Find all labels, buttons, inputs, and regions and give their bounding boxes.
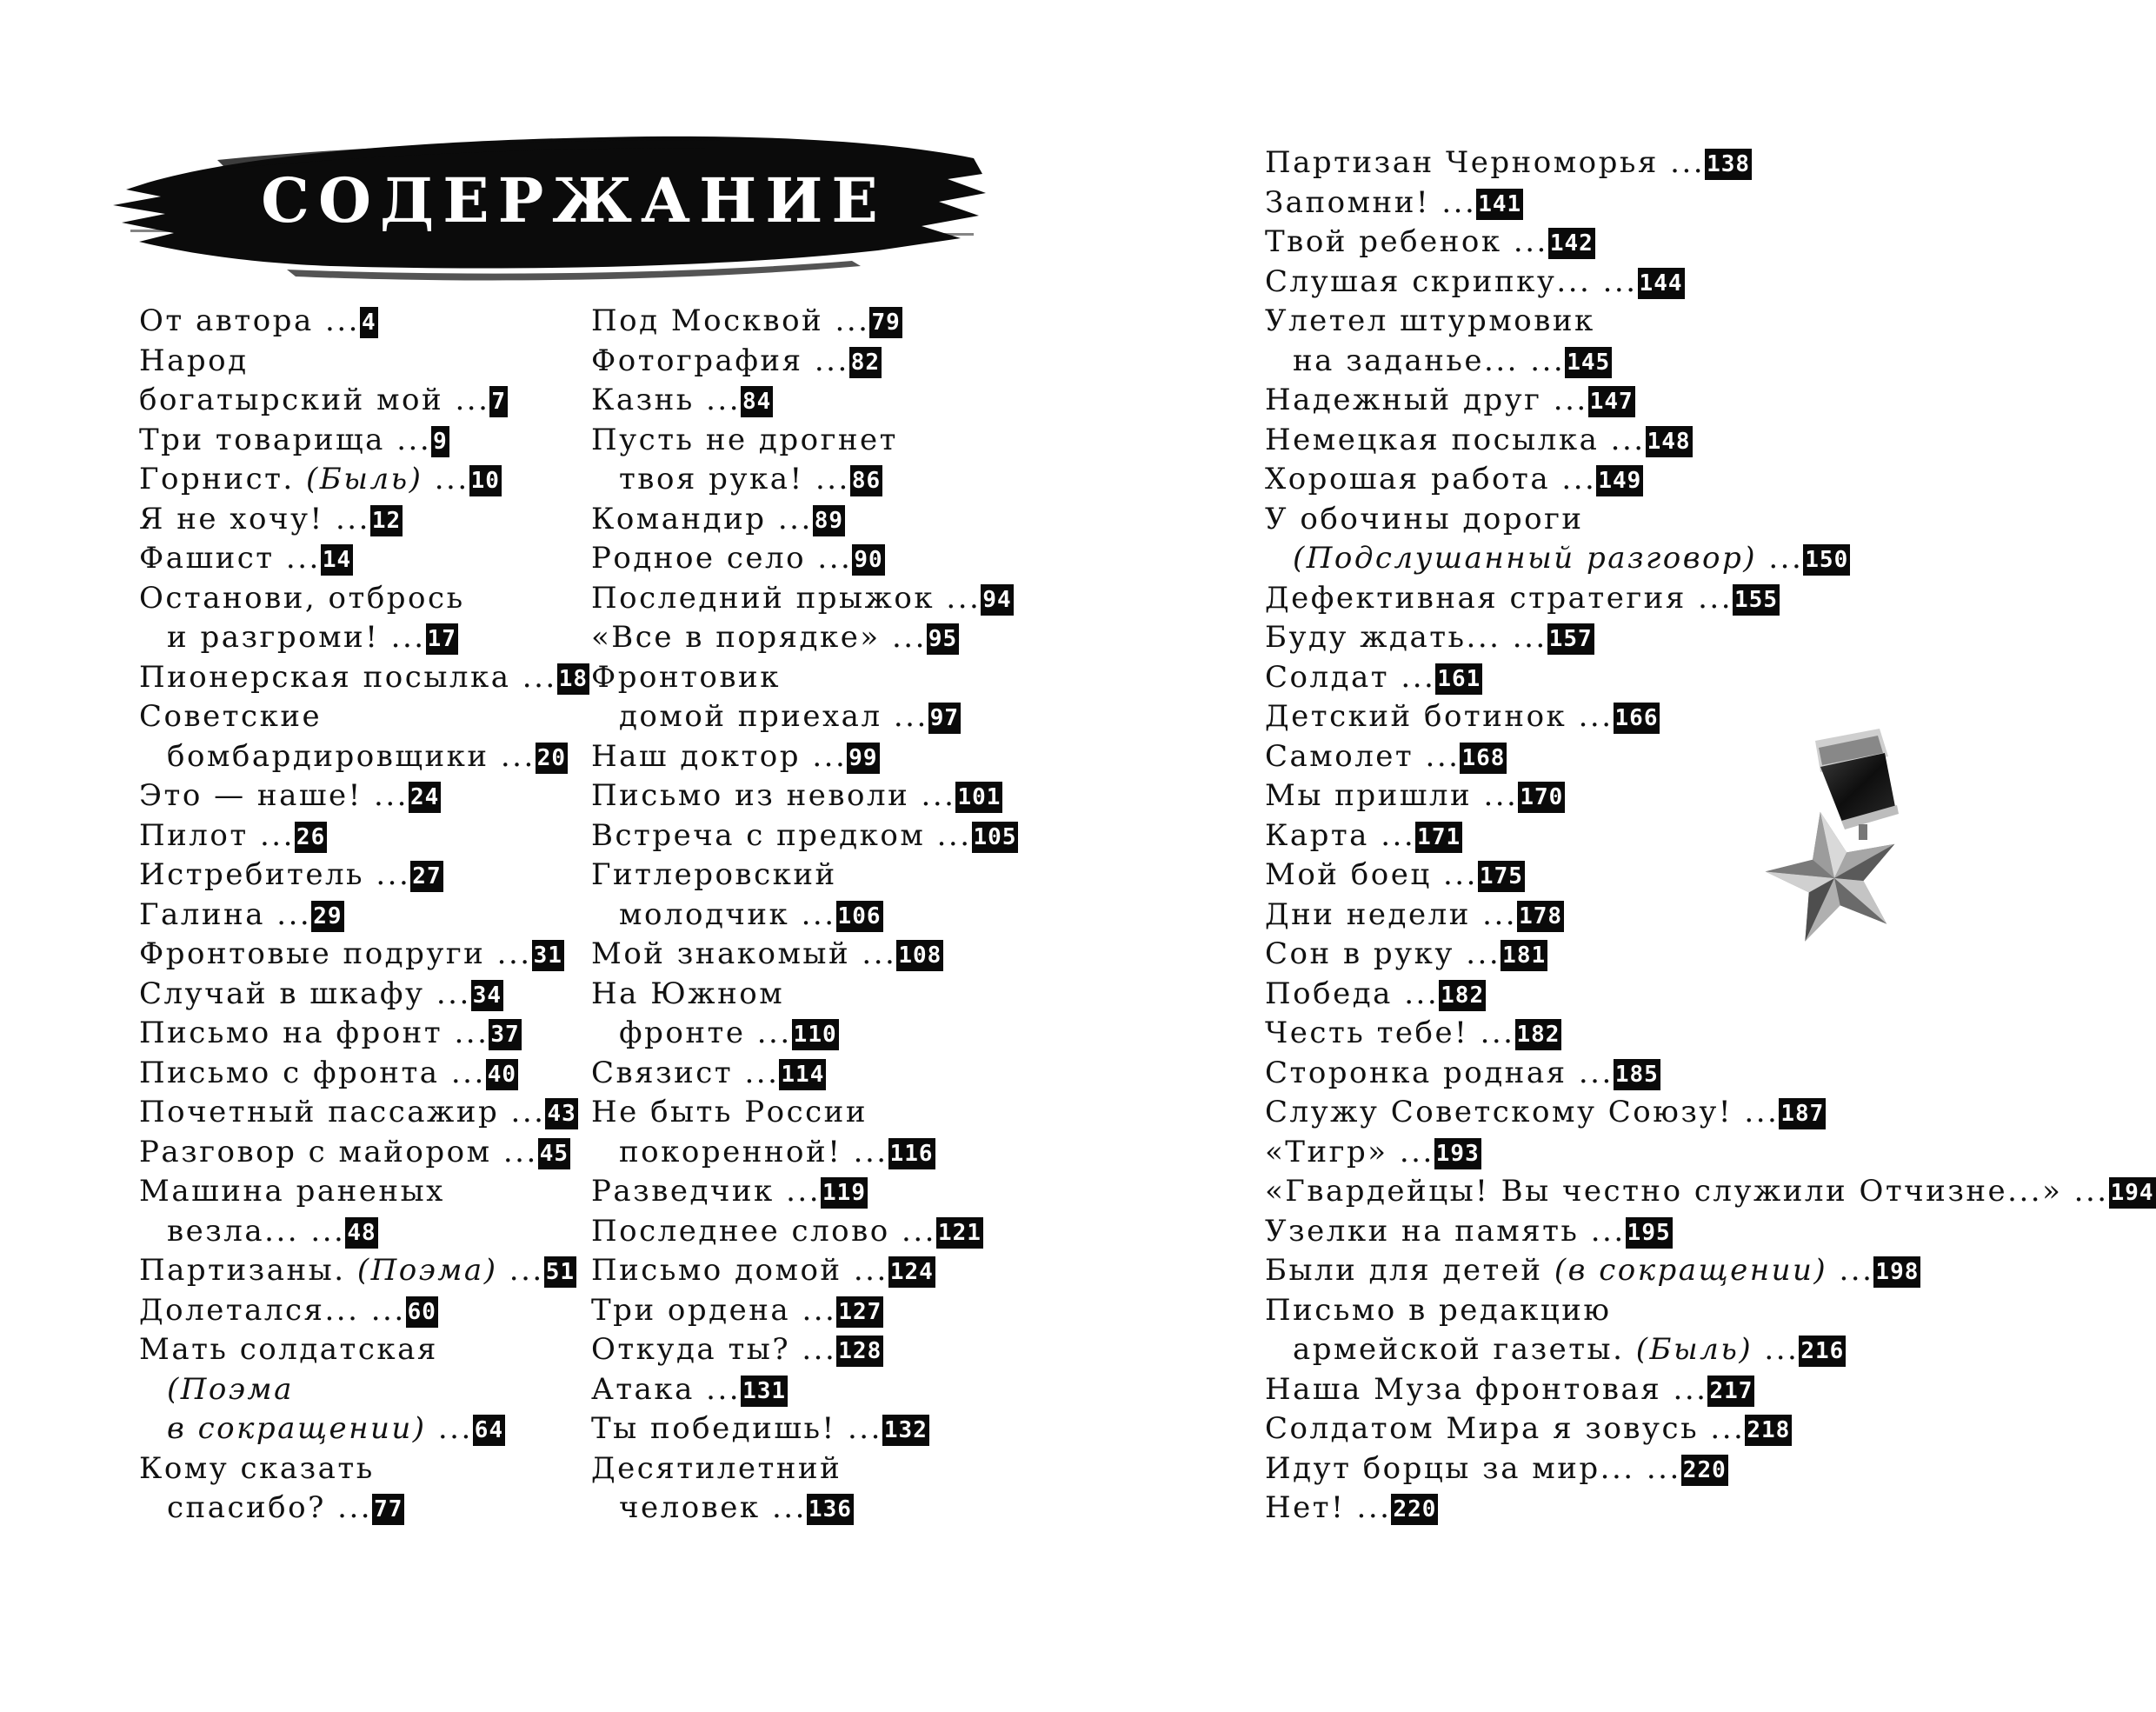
toc-entry-title: Нет! ... <box>1265 1490 1392 1525</box>
toc-entry-title: спасибо? ... <box>167 1490 373 1525</box>
page-number-badge: 110 <box>792 1019 839 1050</box>
page-number-badge: 10 <box>469 465 502 496</box>
toc-column-3 <box>1265 143 2156 1529</box>
toc-entry-title: Дни недели ... <box>1265 896 1518 932</box>
toc-entry-title: Разговор с майором ... <box>139 1134 538 1169</box>
toc-entry-title: Письмо из неволи ... <box>591 778 956 813</box>
toc-entry-title: Детский ботинок ... <box>1265 699 1614 734</box>
page-number-badge: 64 <box>473 1415 505 1446</box>
toc-entry <box>1265 1212 2156 1252</box>
page-number-badge: 7 <box>489 386 508 417</box>
toc-entry-title: Сторонка родная ... <box>1265 1055 1614 1090</box>
toc-entry <box>1265 1489 2156 1529</box>
page-number-badge: 97 <box>928 703 961 734</box>
page-number-badge: 77 <box>372 1494 404 1525</box>
toc-entry-title: Командир ... <box>591 501 813 536</box>
toc-entry-title: Идут борцы за мир... ... <box>1265 1450 1681 1486</box>
page-number-badge: 149 <box>1596 465 1643 496</box>
toc-entry-note: (в сокращении) <box>1554 1253 1828 1288</box>
toc-entry <box>591 1370 1018 1410</box>
toc-entry-title: Слушая скрипку... ... <box>1265 263 1638 299</box>
toc-entry-title: Родное село ... <box>591 541 853 576</box>
toc-entry <box>591 1093 1018 1133</box>
toc-entry <box>1265 816 2156 856</box>
toc-entry <box>591 1489 1018 1529</box>
toc-entry-title: Мой знакомый ... <box>591 936 897 971</box>
toc-entry <box>1265 183 2156 223</box>
toc-entry-title: молодчик ... <box>619 896 836 932</box>
page-number-badge: 43 <box>545 1098 577 1129</box>
page-number-badge: 182 <box>1515 1019 1562 1050</box>
toc-entry-title: На Южном <box>591 976 785 1011</box>
toc-entry-dots: ... <box>1827 1253 1874 1288</box>
toc-entry-title: У обочины дороги <box>1265 501 1584 536</box>
page-number-badge: 178 <box>1517 901 1564 932</box>
toc-entry-title: домой приехал ... <box>619 699 928 734</box>
toc-entry-title: Письмо домой ... <box>591 1253 888 1288</box>
toc-entry <box>591 1330 1018 1370</box>
hero-star-medal-icon <box>1730 722 1939 956</box>
toc-entry-title: Твой ребенок ... <box>1265 224 1548 259</box>
page-number-badge: 218 <box>1745 1415 1792 1446</box>
page-number-badge: 9 <box>431 426 449 457</box>
toc-entry-dots: ... <box>1757 541 1804 576</box>
page-number-badge: 155 <box>1733 584 1780 616</box>
toc-entry-title: Фронтовые подруги ... <box>139 936 532 971</box>
toc-entry-title: Под Москвой ... <box>591 303 870 338</box>
toc-entry <box>1265 1014 2156 1054</box>
toc-entry-title: Запомни! ... <box>1265 184 1477 220</box>
page-number-badge: 40 <box>486 1059 518 1090</box>
toc-entry <box>591 1172 1018 1212</box>
toc-entry-title: Галина ... <box>139 896 312 932</box>
toc-entry <box>1265 1291 2156 1331</box>
toc-entry-title: От автора ... <box>139 303 360 338</box>
toc-entry <box>1265 776 2156 816</box>
toc-entry <box>1265 1093 2156 1133</box>
page-number-badge: 89 <box>813 505 845 536</box>
page-number-badge: 84 <box>741 386 773 417</box>
page-number-badge: 45 <box>538 1138 570 1169</box>
toc-entry-title: на заданье... ... <box>1293 343 1566 378</box>
toc-entry-title: Истребитель ... <box>139 857 411 892</box>
toc-entry-title: «Все в порядке» ... <box>591 620 927 655</box>
toc-entry <box>1265 579 2156 619</box>
toc-entry-note: (Быль) <box>306 462 423 496</box>
page-number-badge: 175 <box>1478 861 1525 892</box>
page-number-badge: 220 <box>1681 1455 1728 1486</box>
toc-entry-title: Надежный друг ... <box>1265 383 1588 417</box>
toc-entry <box>139 896 589 936</box>
toc-entry-title: Служу Советскому Союзу! ... <box>1265 1095 1780 1129</box>
toc-entry-title: Карта ... <box>1265 817 1416 853</box>
page-number-badge: 147 <box>1588 386 1635 417</box>
page-number-badge: 119 <box>821 1177 868 1209</box>
toc-entry <box>1265 223 2156 263</box>
toc-entry <box>591 856 1018 896</box>
title-banner <box>113 122 991 278</box>
toc-entry <box>139 302 589 342</box>
page-number-badge: 14 <box>321 544 353 576</box>
toc-entry <box>139 935 589 975</box>
toc-entry-title: Казнь ... <box>591 383 742 417</box>
toc-entry <box>1265 697 2156 737</box>
toc-entry-title: Гитлеровский <box>591 857 837 892</box>
toc-entry <box>591 1409 1018 1449</box>
toc-entry-title: Народ <box>139 343 249 378</box>
page-number-badge: 79 <box>869 307 902 338</box>
toc-column-1 <box>139 302 589 1529</box>
page-number-badge: 148 <box>1646 426 1693 457</box>
toc-entry-dots: ... <box>497 1253 544 1288</box>
toc-entry <box>139 421 589 461</box>
toc-entry-title: Атака ... <box>591 1371 742 1407</box>
toc-entry <box>591 697 1018 737</box>
toc-entry <box>591 1014 1018 1054</box>
toc-entry-title: покоренной! ... <box>619 1134 888 1169</box>
toc-entry-title: Мы пришли ... <box>1265 778 1519 813</box>
toc-entry-title: Связист ... <box>591 1055 780 1090</box>
toc-entry <box>139 1093 589 1133</box>
toc-entry-title: фронте ... <box>619 1016 792 1050</box>
toc-entry-title: Мать солдатская <box>139 1332 438 1367</box>
page-number-badge: 101 <box>955 782 1002 813</box>
toc-entry <box>591 1449 1018 1489</box>
toc-entry-title: Буду ждать... ... <box>1265 620 1547 655</box>
toc-entry-title: богатырский мой ... <box>139 383 490 417</box>
toc-entry-title: Три товарища ... <box>139 422 432 457</box>
toc-entry-title: Пионерская посылка ... <box>139 659 557 695</box>
toc-entry <box>1265 143 2156 183</box>
page-number-badge: 48 <box>345 1217 377 1249</box>
toc-entry <box>139 539 589 579</box>
toc-entry <box>1265 975 2156 1015</box>
toc-entry-title: Машина раненых <box>139 1174 445 1209</box>
page-number-badge: 185 <box>1614 1059 1660 1090</box>
toc-entry <box>139 618 589 658</box>
toc-entry-note: (Поэма <box>167 1371 294 1407</box>
page-number-badge: 106 <box>836 901 883 932</box>
page-number-badge: 95 <box>927 623 959 655</box>
toc-entry-title: Горнист. <box>139 462 307 496</box>
toc-entry <box>139 737 589 777</box>
toc-entry <box>1265 896 2156 936</box>
toc-entry-title: Не быть России <box>591 1095 868 1129</box>
page-number-badge: 4 <box>360 307 378 338</box>
toc-entry-title: Откуда ты? ... <box>591 1332 837 1367</box>
page-number-badge: 124 <box>888 1256 935 1288</box>
page-number-badge: 194 <box>2109 1177 2156 1209</box>
page-number-badge: 86 <box>850 465 882 496</box>
page-number-badge: 34 <box>471 980 503 1011</box>
toc-entry <box>591 975 1018 1015</box>
page-number-badge: 114 <box>779 1059 826 1090</box>
toc-entry-title: Останови, отбрось <box>139 580 465 616</box>
toc-entry-title: Последнее слово ... <box>591 1213 936 1249</box>
toc-entry <box>591 776 1018 816</box>
toc-entry-title: Фронтовик <box>591 659 781 695</box>
toc-entry-title: Почетный пассажир ... <box>139 1095 546 1129</box>
page-number-badge: 60 <box>406 1296 438 1328</box>
toc-entry <box>591 342 1018 382</box>
toc-entry-title: Победа ... <box>1265 976 1440 1011</box>
page-number-badge: 136 <box>807 1494 854 1525</box>
toc-entry-title: Это — наше! ... <box>139 778 409 813</box>
page-number-badge: 138 <box>1705 149 1752 180</box>
page-number-badge: 150 <box>1803 544 1850 576</box>
toc-entry-title: Встреча с предком ... <box>591 817 972 853</box>
page-number-badge: 90 <box>852 544 884 576</box>
toc-entry-title: человек ... <box>619 1490 807 1525</box>
toc-entry <box>591 460 1018 500</box>
toc-entry <box>591 381 1018 421</box>
toc-entry-title: «Гвардейцы! Вы честно служили Отчизне...» ... <box>1265 1174 2109 1209</box>
page-number-badge: 170 <box>1518 782 1565 813</box>
toc-entry <box>139 1370 589 1410</box>
page-number-badge: 193 <box>1434 1138 1481 1169</box>
toc-entry-dots: ... <box>423 462 469 496</box>
toc-entry-title: Сон в руку ... <box>1265 936 1501 971</box>
toc-entry <box>1265 1133 2156 1173</box>
toc-entry <box>139 856 589 896</box>
toc-entry-title: Самолет ... <box>1265 738 1461 774</box>
toc-entry-title: Солдатом Мира я зовусь ... <box>1265 1411 1746 1446</box>
toc-entry-title: Три ордена ... <box>591 1292 837 1328</box>
page-number-badge: 157 <box>1547 623 1594 655</box>
toc-entry <box>1265 381 2156 421</box>
page-number-badge: 127 <box>836 1296 883 1328</box>
page-number-badge: 131 <box>741 1376 788 1407</box>
toc-entry-title: Хорошая работа ... <box>1265 462 1597 496</box>
toc-entry <box>1265 460 2156 500</box>
page-number-badge: 181 <box>1501 940 1547 971</box>
toc-entry <box>139 1133 589 1173</box>
toc-entry-title: Фашист ... <box>139 541 321 576</box>
toc-entry <box>1265 856 2156 896</box>
toc-entry-title: Письмо на фронт ... <box>139 1016 489 1050</box>
toc-entry-title: Честь тебе! ... <box>1265 1016 1515 1050</box>
toc-entry-title: армейской газеты. <box>1293 1332 1636 1367</box>
toc-entry <box>591 579 1018 619</box>
toc-entry <box>591 539 1018 579</box>
toc-entry-title: Улетел штурмовик <box>1265 303 1595 338</box>
toc-entry <box>1265 1449 2156 1489</box>
page-number-badge: 187 <box>1779 1098 1826 1129</box>
toc-entry <box>591 1133 1018 1173</box>
toc-entry <box>1265 1054 2156 1094</box>
toc-entry <box>1265 1251 2156 1291</box>
toc-entry <box>139 1291 589 1331</box>
toc-entry <box>591 935 1018 975</box>
toc-entry-title: Случай в шкафу ... <box>139 976 471 1011</box>
page-number-badge: 121 <box>936 1217 983 1249</box>
toc-entry-title: Дефективная стратегия ... <box>1265 580 1733 616</box>
toc-entry <box>139 697 589 737</box>
toc-entry-title: Партизан Черноморья ... <box>1265 145 1706 180</box>
toc-entry <box>1265 737 2156 777</box>
toc-entry <box>139 1172 589 1212</box>
page-number-badge: 116 <box>888 1138 935 1169</box>
page-number-badge: 29 <box>311 901 343 932</box>
toc-entry <box>139 1449 589 1489</box>
toc-entry <box>591 658 1018 698</box>
page-number-badge: 166 <box>1614 703 1660 734</box>
toc-entry-title: Фотография ... <box>591 343 849 378</box>
toc-entry <box>139 658 589 698</box>
toc-entry <box>591 500 1018 540</box>
toc-entry-title: Пусть не дрогнет <box>591 422 898 457</box>
toc-entry-title: Партизаны. <box>139 1253 357 1288</box>
toc-entry <box>1265 500 2156 540</box>
toc-entry-title: Письмо с фронта ... <box>139 1055 486 1090</box>
page-number-badge: 216 <box>1799 1336 1846 1367</box>
page-number-badge: 27 <box>410 861 443 892</box>
toc-entry <box>1265 618 2156 658</box>
page-number-badge: 144 <box>1638 268 1685 299</box>
toc-entry-title: Ты победишь! ... <box>591 1411 882 1446</box>
page-title: СОДЕРЖАНИЕ <box>261 163 887 236</box>
page-number-badge: 105 <box>972 822 1019 853</box>
toc-entry-title: «Тигр» ... <box>1265 1134 1434 1169</box>
toc-entry <box>139 975 589 1015</box>
toc-entry <box>139 500 589 540</box>
page-number-badge: 31 <box>532 940 564 971</box>
page-number-badge: 142 <box>1548 228 1595 259</box>
toc-entry-title: Узелки на память ... <box>1265 1213 1626 1249</box>
page-number-badge: 94 <box>981 584 1013 616</box>
toc-entry <box>139 776 589 816</box>
toc-entry <box>1265 421 2156 461</box>
toc-entry <box>139 342 589 382</box>
toc-entry-title: Наш доктор ... <box>591 738 848 774</box>
page-number-badge: 108 <box>896 940 943 971</box>
page-number-badge: 37 <box>489 1019 521 1050</box>
toc-entry-title: бомбардировщики ... <box>167 738 536 774</box>
toc-entry <box>1265 302 2156 342</box>
page-number-badge: 171 <box>1415 822 1462 853</box>
toc-entry <box>591 896 1018 936</box>
toc-entry-title: Были для детей <box>1265 1253 1554 1288</box>
toc-entry-note: (Быль) <box>1635 1332 1753 1367</box>
toc-entry <box>139 1330 589 1370</box>
page-number-badge: 12 <box>370 505 403 536</box>
toc-entry <box>1265 1172 2156 1212</box>
toc-entry-title: Письмо в редакцию <box>1265 1292 1612 1328</box>
toc-column-2 <box>591 302 1018 1529</box>
toc-entry <box>1265 935 2156 975</box>
toc-entry-title: Кому сказать <box>139 1450 375 1486</box>
toc-entry-title: Солдат ... <box>1265 659 1436 695</box>
toc-entry-title: Десятилетний <box>591 1450 842 1486</box>
page-number-badge: 182 <box>1439 980 1486 1011</box>
toc-entry <box>591 1251 1018 1291</box>
page-number-badge: 20 <box>536 743 568 774</box>
toc-entry <box>1265 1370 2156 1410</box>
toc-entry <box>591 816 1018 856</box>
page-number-badge: 17 <box>426 623 458 655</box>
page-number-badge: 24 <box>409 782 441 813</box>
toc-entry <box>591 1291 1018 1331</box>
toc-entry-title: Разведчик ... <box>591 1174 822 1209</box>
page-number-badge: 217 <box>1707 1376 1754 1407</box>
toc-entry <box>139 460 589 500</box>
toc-entry-dots: ... <box>426 1411 473 1446</box>
page-number-badge: 26 <box>295 822 327 853</box>
toc-entry <box>1265 539 2156 579</box>
toc-entry <box>591 737 1018 777</box>
toc-entry-title: Советские <box>139 699 323 734</box>
page-number-badge: 128 <box>836 1336 883 1367</box>
toc-entry-title: Я не хочу! ... <box>139 501 370 536</box>
page-number-badge: 145 <box>1565 347 1612 378</box>
toc-entry <box>139 816 589 856</box>
toc-entry-title: и разгроми! ... <box>167 620 426 655</box>
toc-entry-note: (Поэма) <box>356 1253 498 1288</box>
page-number-badge: 18 <box>557 663 589 695</box>
toc-entry <box>1265 342 2156 382</box>
toc-entry <box>139 1489 589 1529</box>
toc-entry-title: Долетался... ... <box>139 1292 406 1328</box>
toc-entry <box>139 1409 589 1449</box>
toc-entry <box>591 1212 1018 1252</box>
toc-entry-title: Наша Муза фронтовая ... <box>1265 1371 1708 1407</box>
toc-entry-note: (Подслушанный разговор) <box>1293 541 1758 576</box>
toc-entry-title: везла... ... <box>167 1213 346 1249</box>
toc-entry <box>139 381 589 421</box>
toc-entry-title: твоя рука! ... <box>619 462 850 496</box>
toc-entry-title: Мой боец ... <box>1265 857 1478 892</box>
page-number-badge: 195 <box>1626 1217 1673 1249</box>
toc-entry-title: Пилот ... <box>139 817 295 853</box>
toc-entry <box>1265 263 2156 303</box>
page-number-badge: 51 <box>544 1256 576 1288</box>
toc-entry <box>139 1212 589 1252</box>
toc-entry <box>591 618 1018 658</box>
toc-entry <box>591 421 1018 461</box>
toc-entry-title: Немецкая посылка ... <box>1265 422 1646 457</box>
page-number-badge: 82 <box>849 347 882 378</box>
toc-entry <box>139 1054 589 1094</box>
page-number-badge: 161 <box>1435 663 1482 695</box>
toc-entry <box>591 1054 1018 1094</box>
toc-entry <box>139 1251 589 1291</box>
toc-entry-note: в сокращении) <box>167 1411 427 1446</box>
page-number-badge: 132 <box>882 1415 929 1446</box>
toc-entry-title: Последний прыжок ... <box>591 580 982 616</box>
toc-entry <box>591 302 1018 342</box>
page-number-badge: 198 <box>1873 1256 1920 1288</box>
page-number-badge: 168 <box>1460 743 1507 774</box>
toc-entry <box>139 579 589 619</box>
page-number-badge: 99 <box>847 743 879 774</box>
toc-entry <box>139 1014 589 1054</box>
page-number-badge: 220 <box>1391 1494 1438 1525</box>
toc-entry <box>1265 1409 2156 1449</box>
page-number-badge: 141 <box>1476 189 1523 220</box>
toc-entry-dots: ... <box>1753 1332 1800 1367</box>
toc-entry <box>1265 658 2156 698</box>
toc-entry <box>1265 1330 2156 1370</box>
